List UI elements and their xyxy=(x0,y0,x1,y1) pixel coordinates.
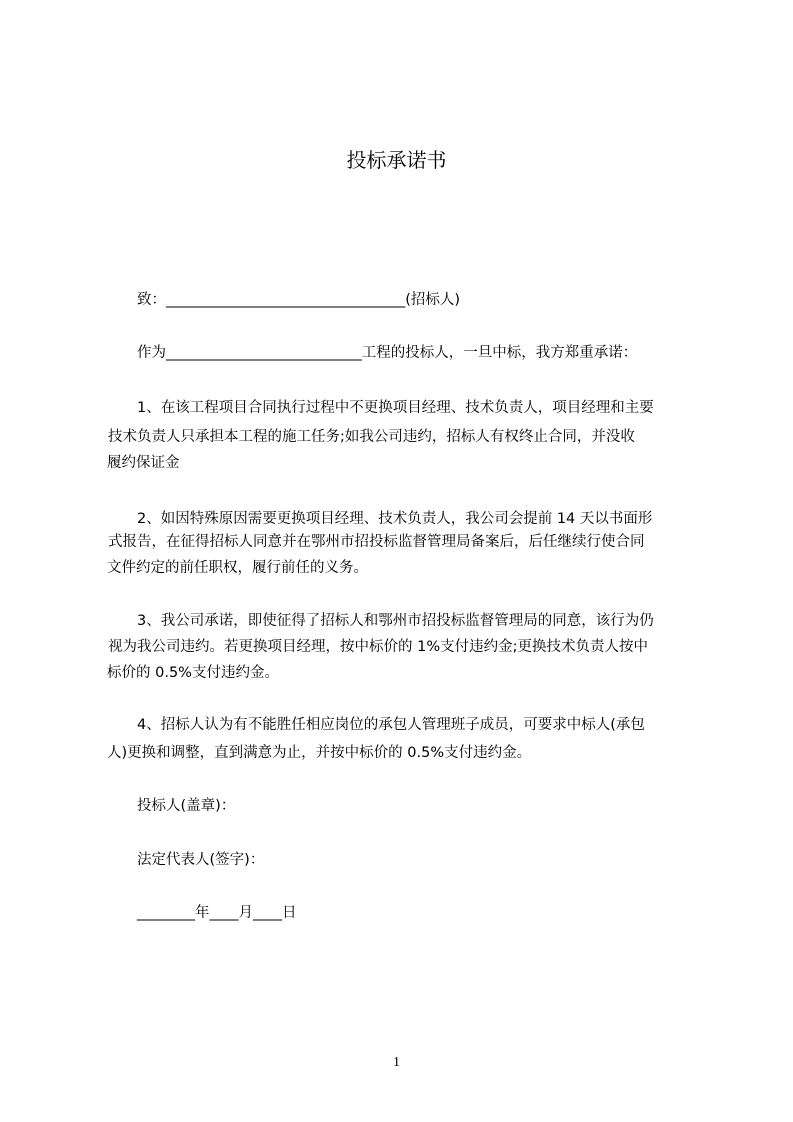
addressee-line: 致：_________________________________(招标人) xyxy=(137,292,461,308)
legal-representative-label: 法定代表人(签字)： xyxy=(137,852,265,868)
paragraph-4-line-2: 人)更换和调整，直到满意为止，并按中标价的 0.5%支付违约金。 xyxy=(107,745,532,761)
paragraph-3-line-1: 3、我公司承诺，即使征得了招标人和鄂州市招投标监督管理局的同意，该行为仍 xyxy=(137,613,654,629)
paragraph-1-line-3: 履约保证金 xyxy=(107,455,180,471)
paragraph-3-line-3: 标价的 0.5%支付违约金。 xyxy=(107,665,279,681)
paragraph-1-line-2: 技术负责人只承担本工程的施工任务;如我公司违约，招标人有权终止合同，并没收 xyxy=(108,429,635,445)
date-line: ________年____月____日 xyxy=(137,905,297,921)
paragraph-2-line-2: 式报告，在征得招标人同意并在鄂州市招投标监督管理局备案后，后任继续行使合同 xyxy=(108,534,645,550)
paragraph-4-line-1: 4、招标人认为有不能胜任相应岗位的承包人管理班子成员，可要求中标人(承包 xyxy=(137,717,645,733)
paragraph-2-line-1: 2、如因特殊原因需要更换项目经理、技术负责人，我公司会提前 14 天以书面形 xyxy=(137,511,653,527)
paragraph-3-line-2: 视为我公司违约。若更换项目经理，按中标价的 1%支付违约金;更换技术负责人按中 xyxy=(108,639,648,655)
paragraph-1-line-1: 1、在该工程项目合同执行过程中不更换项目经理、技术负责人，项目经理和主要 xyxy=(137,400,654,416)
project-line: 作为___________________________工程的投标人，一旦中标，我方郑重承诺： xyxy=(137,345,638,361)
paragraph-2-line-3: 文件约定的前任职权，履行前任的义务。 xyxy=(107,560,368,576)
page-number: 1 xyxy=(393,1055,400,1070)
document-title: 投标承诺书 xyxy=(346,148,447,172)
bidder-seal-label: 投标人(盖章)： xyxy=(137,798,236,814)
